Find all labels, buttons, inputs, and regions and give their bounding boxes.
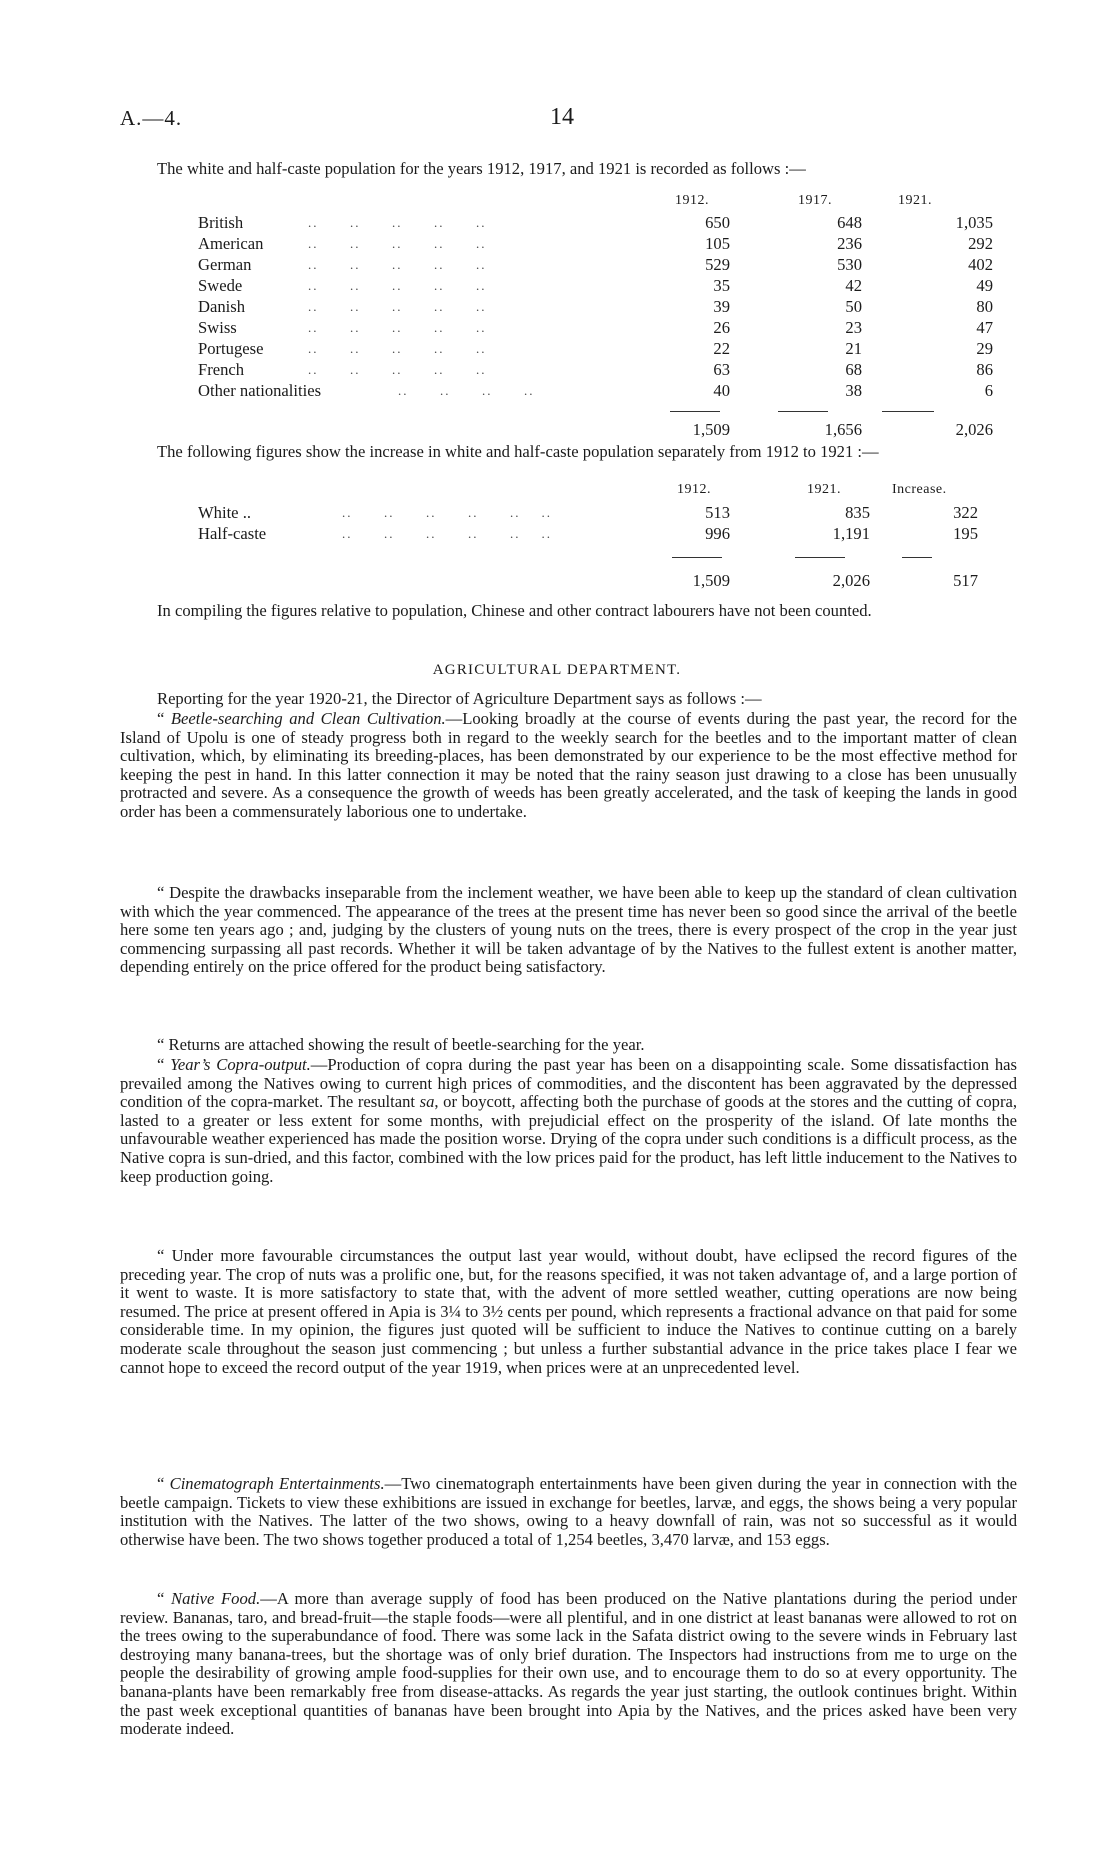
cell-1912: 39 bbox=[713, 297, 730, 316]
cell-1917: 38 bbox=[845, 381, 862, 400]
row-label: White .. bbox=[198, 503, 251, 522]
total-1917: 1,656 bbox=[824, 420, 862, 439]
table-row bbox=[198, 524, 998, 544]
total-rule bbox=[795, 557, 845, 558]
paragraph-native-food: “ Native Food.—A more than average supply of food has been produced on the Native plantations during the period under review. Bananas, taro, and bread-fruit—the staple foods—were all plentiful, and in one district at least bananas were allowed to rot on the trees owing to the superabundance of food. There was some lack in the Safata district owing to the severe winds in February last destroying many banana-trees, but the shortage was of only brief duration. The Inspectors had instructions from me to urge on the people the desirability of growing ample food-supplies for their own use, and to encourage them to do so at every opportunity. The banana-plants have been remarkably free from disease-attacks. As regards the year just starting, the outlook continues bright. Within the past week exceptional quantities of bananas have been brought into Apia by the Natives, and the prices asked have been very moderate indeed. bbox=[120, 1589, 1017, 1739]
total-increase: 517 bbox=[953, 571, 978, 590]
table1-col-1917: 1917. bbox=[798, 193, 832, 208]
cell-1921: 47 bbox=[976, 318, 993, 337]
table2-col-1912: 1912. bbox=[677, 482, 711, 497]
cell-increase: 195 bbox=[953, 524, 978, 543]
cell-1912: 22 bbox=[713, 339, 730, 358]
row-label: French bbox=[198, 360, 245, 379]
cell-1917: 42 bbox=[845, 276, 862, 295]
row-label: Half-caste bbox=[198, 524, 267, 543]
document-reference: A.—4. bbox=[120, 106, 183, 130]
copra-heading: Year’s Copra-output. bbox=[170, 1055, 311, 1074]
cell-1912: 26 bbox=[713, 318, 730, 337]
table2-col-1921: 1921. bbox=[807, 482, 841, 497]
leader-dots: .. .. .. .. .. bbox=[308, 215, 487, 230]
native-food-heading: Native Food. bbox=[171, 1589, 261, 1608]
table-row bbox=[198, 318, 998, 338]
cell-1912: 105 bbox=[705, 234, 730, 253]
cell-1921: 292 bbox=[968, 234, 993, 253]
cell-1917: 68 bbox=[845, 360, 862, 379]
total-rule bbox=[670, 411, 720, 412]
cell-1921: 835 bbox=[845, 503, 870, 522]
population-note: In compiling the figures relative to population, Chinese and other contract labourers have not been counted. bbox=[157, 601, 872, 620]
leader-dots: .. .. .. .. bbox=[398, 383, 535, 398]
leader-dots: .. .. .. .. .. bbox=[308, 257, 487, 272]
table-row bbox=[198, 213, 998, 233]
leader-dots: .. .. .. .. .. bbox=[308, 299, 487, 314]
row-label: British bbox=[198, 213, 244, 232]
cell-1912: 35 bbox=[713, 276, 730, 295]
cell-1921: 402 bbox=[968, 255, 993, 274]
page-number: 14 bbox=[550, 104, 574, 130]
table1-intro: The white and half-caste population for the years 1912, 1917, and 1921 is recorded as follows :— bbox=[157, 159, 806, 178]
total-rule bbox=[672, 557, 722, 558]
section-heading: AGRICULTURAL DEPARTMENT. bbox=[432, 662, 682, 678]
cell-1921: 86 bbox=[976, 360, 993, 379]
row-label: Other nationalities bbox=[198, 381, 322, 400]
row-label: American bbox=[198, 234, 264, 253]
total-1921: 2,026 bbox=[955, 420, 993, 439]
total-1912: 1,509 bbox=[692, 420, 730, 439]
table1-col-1921: 1921. bbox=[898, 193, 932, 208]
beetle-text: —Looking broadly at the course of events during the past year, the record for the Island of Upolu is one of steady progress both in regard to the weekly search for the beetles and to the important matter of clean cultivation, which, by eliminating its breeding-places, has been demonstrated by our experience to be the most effective method for keeping the pest in hand. In this latter connection it may be noted that the rainy season just drawing to a close has been unusually protracted and severe. As a consequence the growth of weeds has been greatly accelerated, and the task of keeping the lands in good order has been a commensurately laborious one to undertake. bbox=[120, 709, 1017, 821]
leader-dots: .. .. .. .. .. .. bbox=[342, 505, 552, 520]
paragraph-copra-output: “ Year’s Copra-output.—Production of copra during the past year has been on a disappointing scale. Some dissatisfaction has prevailed among the Natives owing to current high prices of commodities, and the discontent has been aggravated by the depressed condition of the copra-market. The resultant sa, or boycott, affecting both the purchase of goods at the stores and the cutting of copra, lasted to a greater or less extent for some months, with prejudicial effect on the prosperity of the island. Of late months the unfavourable weather experienced has made the position worse. Drying of the copra under such conditions is a difficult process, as the Native copra is sun-dried, and this factor, combined with the low prices paid for the product, has left little inducement to the Natives to keep production going. bbox=[120, 1055, 1017, 1186]
table-row bbox=[198, 255, 998, 275]
row-label: Portugese bbox=[198, 339, 264, 358]
table-total-row bbox=[198, 571, 998, 591]
table2-intro: The following figures show the increase in white and half-caste population separately from 1912 to 1921 :— bbox=[157, 442, 879, 461]
total-rule bbox=[902, 557, 932, 558]
cell-1912: 650 bbox=[705, 213, 730, 232]
total-rule bbox=[778, 411, 828, 412]
cell-1917: 50 bbox=[845, 297, 862, 316]
leader-dots: .. .. .. .. .. .. bbox=[342, 526, 552, 541]
paragraph-under-favourable: “ Under more favourable circumstances the output last year would, without doubt, have eclipsed the record figures of the preceding year. The crop of nuts was a prolific one, but, for the reasons specified, it was not taken advantage of, and a large portion of it went to waste. It is more satisfactory to state that, with the advent of more settled weather, cutting operations are now being resumed. The price at present offered in Apia is 3¼ to 3½ cents per pound, which represents a fractional advance on that paid for some considerable time. In my opinion, the figures just quoted will be sufficient to induce the Natives to continue cutting on a barely moderate scale throughout the season just commencing ; but unless a further substantial advance in the price takes place I fear we cannot hope to exceed the record output of the year 1919, when prices were at an unprecedented level. bbox=[120, 1246, 1017, 1377]
cell-1921: 6 bbox=[984, 381, 993, 400]
cell-1912: 996 bbox=[705, 524, 730, 543]
table-row bbox=[198, 360, 998, 380]
copra-text-b: , or boycott, affecting both the purchase of goods at the stores and the cutting of copra, lasted to a greater or less extent for some months, with prejudicial effect on the prosperity of the island. Of late months the unfavourable weather experienced has made the position worse. Drying of the copra under such conditions is a difficult process, as the Native copra is sun-dried, and this factor, combined with the low prices paid for the product, has left little inducement to the Natives to keep production going. bbox=[120, 1092, 1017, 1186]
leader-dots: .. .. .. .. .. bbox=[308, 341, 487, 356]
cell-1921: 29 bbox=[976, 339, 993, 358]
table-row bbox=[198, 339, 998, 359]
cell-1917: 530 bbox=[837, 255, 862, 274]
table2-col-increase: Increase. bbox=[892, 482, 947, 497]
table-row bbox=[198, 276, 998, 296]
paragraph-beetle-searching: “ Beetle-searching and Clean Cultivation.—Looking broadly at the course of events during the past year, the record for the Island of Upolu is one of steady progress both in regard to the weekly search for the beetles and to the important matter of clean cultivation, which, by eliminating its breeding-places, has been demonstrated by our experience to be the most effective method for keeping the pest in hand. In this latter connection it may be noted that the rainy season just drawing to a close has been unusually protracted and severe. As a consequence the growth of weeds has been greatly accelerated, and the task of keeping the lands in good order has been a commensurately laborious one to undertake. bbox=[120, 709, 1017, 821]
paragraph-cinematograph: “ Cinematograph Entertainments.—Two cinematograph entertainments have been given during the year in connection with the beetle campaign. Tickets to view these exhibitions are issued in exchange for beetles, larvæ, and eggs, the shows being a very popular institution with the Natives. The latter of the two shows, owing to a heavy downfall of rain, was not so successful as it would otherwise have been. The two shows together produced a total of 1,254 beetles, 3,470 larvæ, and 153 eggs. bbox=[120, 1474, 1017, 1549]
leader-dots: .. .. .. .. .. bbox=[308, 362, 487, 377]
cell-1917: 236 bbox=[837, 234, 862, 253]
cell-1917: 23 bbox=[845, 318, 862, 337]
cell-1912: 63 bbox=[713, 360, 730, 379]
cell-increase: 322 bbox=[953, 503, 978, 522]
table1-col-1912: 1912. bbox=[675, 193, 709, 208]
row-label: German bbox=[198, 255, 252, 274]
cell-1921: 49 bbox=[976, 276, 993, 295]
paragraph-despite: “ Despite the drawbacks inseparable from the inclement weather, we have been able to keep up the standard of clean cultivation with which the year commenced. The appearance of the trees at the present time has never been so good since the arrival of the beetle here some ten years ago ; and, judging by the clusters of young nuts on the trees, there is every prospect of the crop in the year just commencing surpassing all past records. Whether it will be taken advantage of by the Natives to the fullest extent is another matter, depending entirely on the price offered for the product being satisfactory. bbox=[120, 883, 1017, 977]
cell-1912: 40 bbox=[713, 381, 730, 400]
leader-dots: .. .. .. .. .. bbox=[308, 278, 487, 293]
row-label: Danish bbox=[198, 297, 246, 316]
cell-1921: 1,035 bbox=[955, 213, 993, 232]
table-total-row bbox=[198, 420, 998, 440]
table-row bbox=[198, 381, 998, 401]
total-1921: 2,026 bbox=[832, 571, 870, 590]
row-label: Swede bbox=[198, 276, 243, 295]
row-label: Swiss bbox=[198, 318, 237, 337]
total-1912: 1,509 bbox=[692, 571, 730, 590]
copra-text-a: —Production of copra during the past year has been on a disappointing scale. Some dissatisfaction has prevailed among the Natives owing to current high prices of commodities, and the discontent has been aggravated by the depressed condition of the copra-market. The resultant bbox=[120, 1055, 1017, 1112]
cell-1912: 529 bbox=[705, 255, 730, 274]
cinematograph-text: —Two cinematograph entertainments have been given during the year in connection with the beetle campaign. Tickets to view these exhibitions are issued in exchange for beetles, larvæ, and eggs, the shows being a very popular institution with the Natives. The latter of the two shows, owing to a heavy downfall of rain, was not so successful as it would otherwise have been. The two shows together produced a total of 1,254 beetles, 3,470 larvæ, and 153 eggs. bbox=[120, 1474, 1017, 1549]
paragraph-returns: “ Returns are attached showing the result of beetle-searching for the year. bbox=[157, 1035, 645, 1054]
leader-dots: .. .. .. .. .. bbox=[308, 320, 487, 335]
table-row bbox=[198, 234, 998, 254]
cell-1912: 513 bbox=[705, 503, 730, 522]
cinematograph-heading: Cinematograph Entertainments. bbox=[169, 1474, 385, 1493]
cell-1921: 80 bbox=[976, 297, 993, 316]
cell-1917: 648 bbox=[837, 213, 862, 232]
cell-1921: 1,191 bbox=[832, 524, 870, 543]
beetle-heading: Beetle-searching and Clean Cultivation. bbox=[170, 709, 446, 728]
native-food-text: —A more than average supply of food has been produced on the Native plantations during the period under review. Bananas, taro, and bread-fruit—the staple foods—were all plentiful, and in one district at least bananas were allowed to rot on the trees owing to the superabundance of food. There was some lack in the Safata district owing to the severe winds in February last destroying many banana-trees, but the shortage was of only brief duration. The Inspectors had instructions from me to urge on the people the desirability of growing ample food-supplies for their own use, and to encourage them to do so at every opportunity. The banana-plants have been remarkably free from disease-attacks. As regards the year just starting, the outlook continues bright. Within the past week exceptional quantities of bananas have been brought into Apia by the Natives, and the prices asked have been very moderate indeed. bbox=[120, 1589, 1017, 1739]
total-rule bbox=[882, 411, 934, 412]
reporting-intro: Reporting for the year 1920-21, the Director of Agriculture Department says as follows :— bbox=[157, 689, 762, 708]
table-row bbox=[198, 503, 998, 523]
cell-1917: 21 bbox=[845, 339, 862, 358]
copra-sa: sa bbox=[419, 1092, 435, 1112]
leader-dots: .. .. .. .. .. bbox=[308, 236, 487, 251]
table-row bbox=[198, 297, 998, 317]
